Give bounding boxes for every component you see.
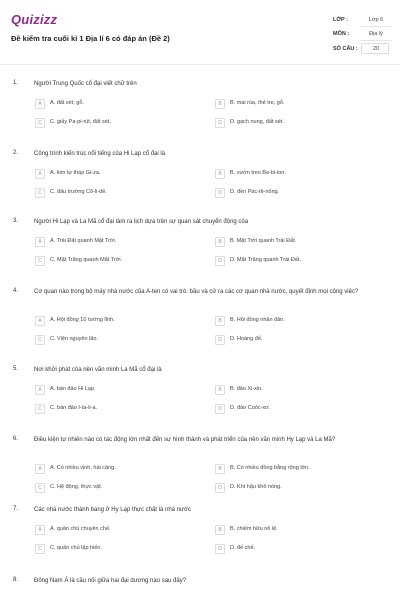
option-text: D. đảo Coóc-xơ.: [230, 405, 271, 411]
option-letter-box: D: [215, 335, 225, 345]
answer-option-a[interactable]: [35, 316, 215, 328]
answer-option-d[interactable]: [215, 256, 395, 268]
option-letter-box: C: [35, 256, 45, 266]
question-number: 4.: [13, 288, 19, 294]
answer-option-a[interactable]: [35, 525, 215, 537]
option-text: D. đền Pác-tê-nông.: [230, 189, 280, 195]
question-text: Điều kiện tự nhiên nào có tác động lớn nhất đến sự hình thành và phát triển của nền văn minh Hy Lạp và La Mã?: [34, 437, 336, 443]
worksheet-header: [0, 0, 400, 64]
answer-option-c[interactable]: [35, 256, 215, 268]
option-text: D. Mặt Trăng quanh Trái Đất.: [230, 257, 301, 263]
option-letter-box: C: [35, 118, 45, 128]
option-text: D. Khí hậu khô nóng.: [230, 484, 282, 490]
class-value: Lớp 6: [368, 17, 384, 23]
question-text: Đông Nam Á là cầu nối giữa hai đại dương nào sau đây?: [34, 578, 187, 584]
answer-option-b[interactable]: [215, 99, 395, 111]
option-letter-box: D: [215, 404, 225, 414]
option-letter-box: B: [215, 385, 225, 395]
answer-option-c[interactable]: [35, 335, 215, 347]
option-letter-box: D: [215, 188, 225, 198]
option-text: A. bán đảo Hi Lạp.: [50, 386, 96, 392]
option-letter-box: D: [215, 483, 225, 493]
option-text: B. vườn treo Ba-bi-lon.: [230, 170, 286, 176]
answer-option-a[interactable]: [35, 385, 215, 397]
option-letter-box: B: [215, 316, 225, 326]
option-letter-box: A: [35, 525, 45, 535]
question-number: 8.: [13, 577, 19, 583]
option-text: B. đảo Xi-xin.: [230, 386, 263, 392]
question-text: Các nhà nước thành bang ở Hy Lạp thực chất là nhà nước: [34, 507, 191, 513]
option-text: B. Mặt Trời quanh Trái Đất.: [230, 238, 297, 244]
option-letter-box: C: [35, 404, 45, 414]
option-letter-box: D: [215, 544, 225, 554]
answer-option-d[interactable]: [215, 544, 395, 556]
option-letter-box: B: [215, 464, 225, 474]
option-text: C. Mặt Trăng quanh Mặt Trời.: [50, 257, 123, 263]
question-number: 6.: [13, 436, 19, 442]
subject-label: MÔN :: [333, 31, 350, 37]
answer-option-c[interactable]: [35, 188, 215, 200]
option-letter-box: B: [215, 525, 225, 535]
class-label: LỚP :: [333, 17, 348, 23]
answer-option-a[interactable]: [35, 99, 215, 111]
answer-option-c[interactable]: [35, 118, 215, 130]
question-number: 2.: [13, 150, 19, 156]
answer-option-a[interactable]: [35, 237, 215, 249]
quizizz-logo: Quizizz: [11, 12, 58, 27]
option-text: D. gạch nung, đất sét.: [230, 119, 284, 125]
option-text: B. Hội đồng nhân dân.: [230, 317, 285, 323]
answer-option-b[interactable]: [215, 385, 395, 397]
option-text: A. kim tự tháp Gi-za.: [50, 170, 101, 176]
answer-option-b[interactable]: [215, 237, 395, 249]
class-underline: [360, 26, 392, 27]
answer-option-a[interactable]: [35, 464, 215, 476]
option-text: B. chiếm hữu nô lệ.: [230, 526, 278, 532]
option-text: C. Viện nguyên lão.: [50, 336, 98, 342]
answer-option-d[interactable]: [215, 118, 395, 130]
question-text: Nơi khởi phát của nền văn minh La Mã cổ đại là: [34, 367, 162, 373]
option-text: B. mai rùa, thẻ tre, gỗ.: [230, 100, 285, 106]
option-letter-box: B: [215, 169, 225, 179]
answer-option-b[interactable]: [215, 169, 395, 181]
option-text: D. Hoàng đế.: [230, 336, 263, 342]
option-text: D. đế chế.: [230, 545, 256, 551]
option-text: C. Hệ động, thực vật.: [50, 484, 103, 490]
option-text: A. đất sét, gỗ.: [50, 100, 84, 106]
option-letter-box: C: [35, 188, 45, 198]
option-letter-box: A: [35, 385, 45, 395]
answer-option-b[interactable]: [215, 316, 395, 328]
question-text: Người Trung Quốc cổ đại viết chữ trên: [34, 81, 137, 87]
answer-option-d[interactable]: [215, 483, 395, 495]
option-letter-box: A: [35, 169, 45, 179]
option-text: B. Có nhiều đồng bằng rộng lớn.: [230, 465, 310, 471]
question-number: 5.: [13, 366, 19, 372]
option-text: C. quân chủ lập hiến.: [50, 545, 102, 551]
option-letter-box: C: [35, 483, 45, 493]
option-text: C. đấu trường Cô-li-dê.: [50, 189, 107, 195]
option-letter-box: D: [215, 256, 225, 266]
count-value: 20: [372, 46, 380, 52]
answer-option-c[interactable]: [35, 483, 215, 495]
option-text: A. quân chủ chuyên chế.: [50, 526, 111, 532]
question-number: 1.: [13, 80, 19, 86]
question-text: Người Hi Lạp và La Mã cổ đại làm ra lịch dựa trên sự quan sát chuyển động của: [34, 219, 249, 225]
option-letter-box: A: [35, 237, 45, 247]
option-text: C. giấy Pa-pi-rút, đất sét.: [50, 119, 111, 125]
worksheet-title: Đề kiểm tra cuối kì 1 Địa lí 6 có đáp án (Đề 2): [11, 34, 170, 43]
answer-option-b[interactable]: [215, 464, 395, 476]
question-number: 7.: [13, 506, 19, 512]
question-text: Cơ quan nào trong bộ máy nhà nước của A-ten có vai trò: bầu và cử ra các cơ quan nhà nước, quyết định mọi công việc?: [34, 289, 359, 295]
option-letter-box: D: [215, 118, 225, 128]
question-number: 3.: [13, 218, 19, 224]
option-text: A. Hội đồng 10 tướng lĩnh.: [50, 317, 115, 323]
option-letter-box: C: [35, 544, 45, 554]
answer-option-a[interactable]: [35, 169, 215, 181]
question-text: Công trình kiến trúc nổi tiếng của Hi Lạp cổ đại là: [34, 151, 166, 157]
answer-option-d[interactable]: [215, 335, 395, 347]
header-divider: [0, 64, 400, 65]
option-letter-box: A: [35, 99, 45, 109]
subject-underline: [360, 40, 392, 41]
option-letter-box: B: [215, 237, 225, 247]
option-text: A. Trái Đất quanh Mặt Trời.: [50, 238, 117, 244]
option-text: C. bán đảo I-ta-li-a.: [50, 405, 98, 411]
option-letter-box: C: [35, 335, 45, 345]
option-letter-box: A: [35, 464, 45, 474]
answer-option-d[interactable]: [215, 404, 395, 416]
subject-value: Địa lý: [369, 31, 383, 37]
answer-option-d[interactable]: [215, 188, 395, 200]
count-label: SỐ CÂU :: [333, 46, 358, 52]
option-text: A. Có nhiều vịnh, hải cảng.: [50, 465, 116, 471]
option-letter-box: A: [35, 316, 45, 326]
answer-option-c[interactable]: [35, 404, 215, 416]
option-letter-box: B: [215, 99, 225, 109]
answer-option-c[interactable]: [35, 544, 215, 556]
answer-option-b[interactable]: [215, 525, 395, 537]
